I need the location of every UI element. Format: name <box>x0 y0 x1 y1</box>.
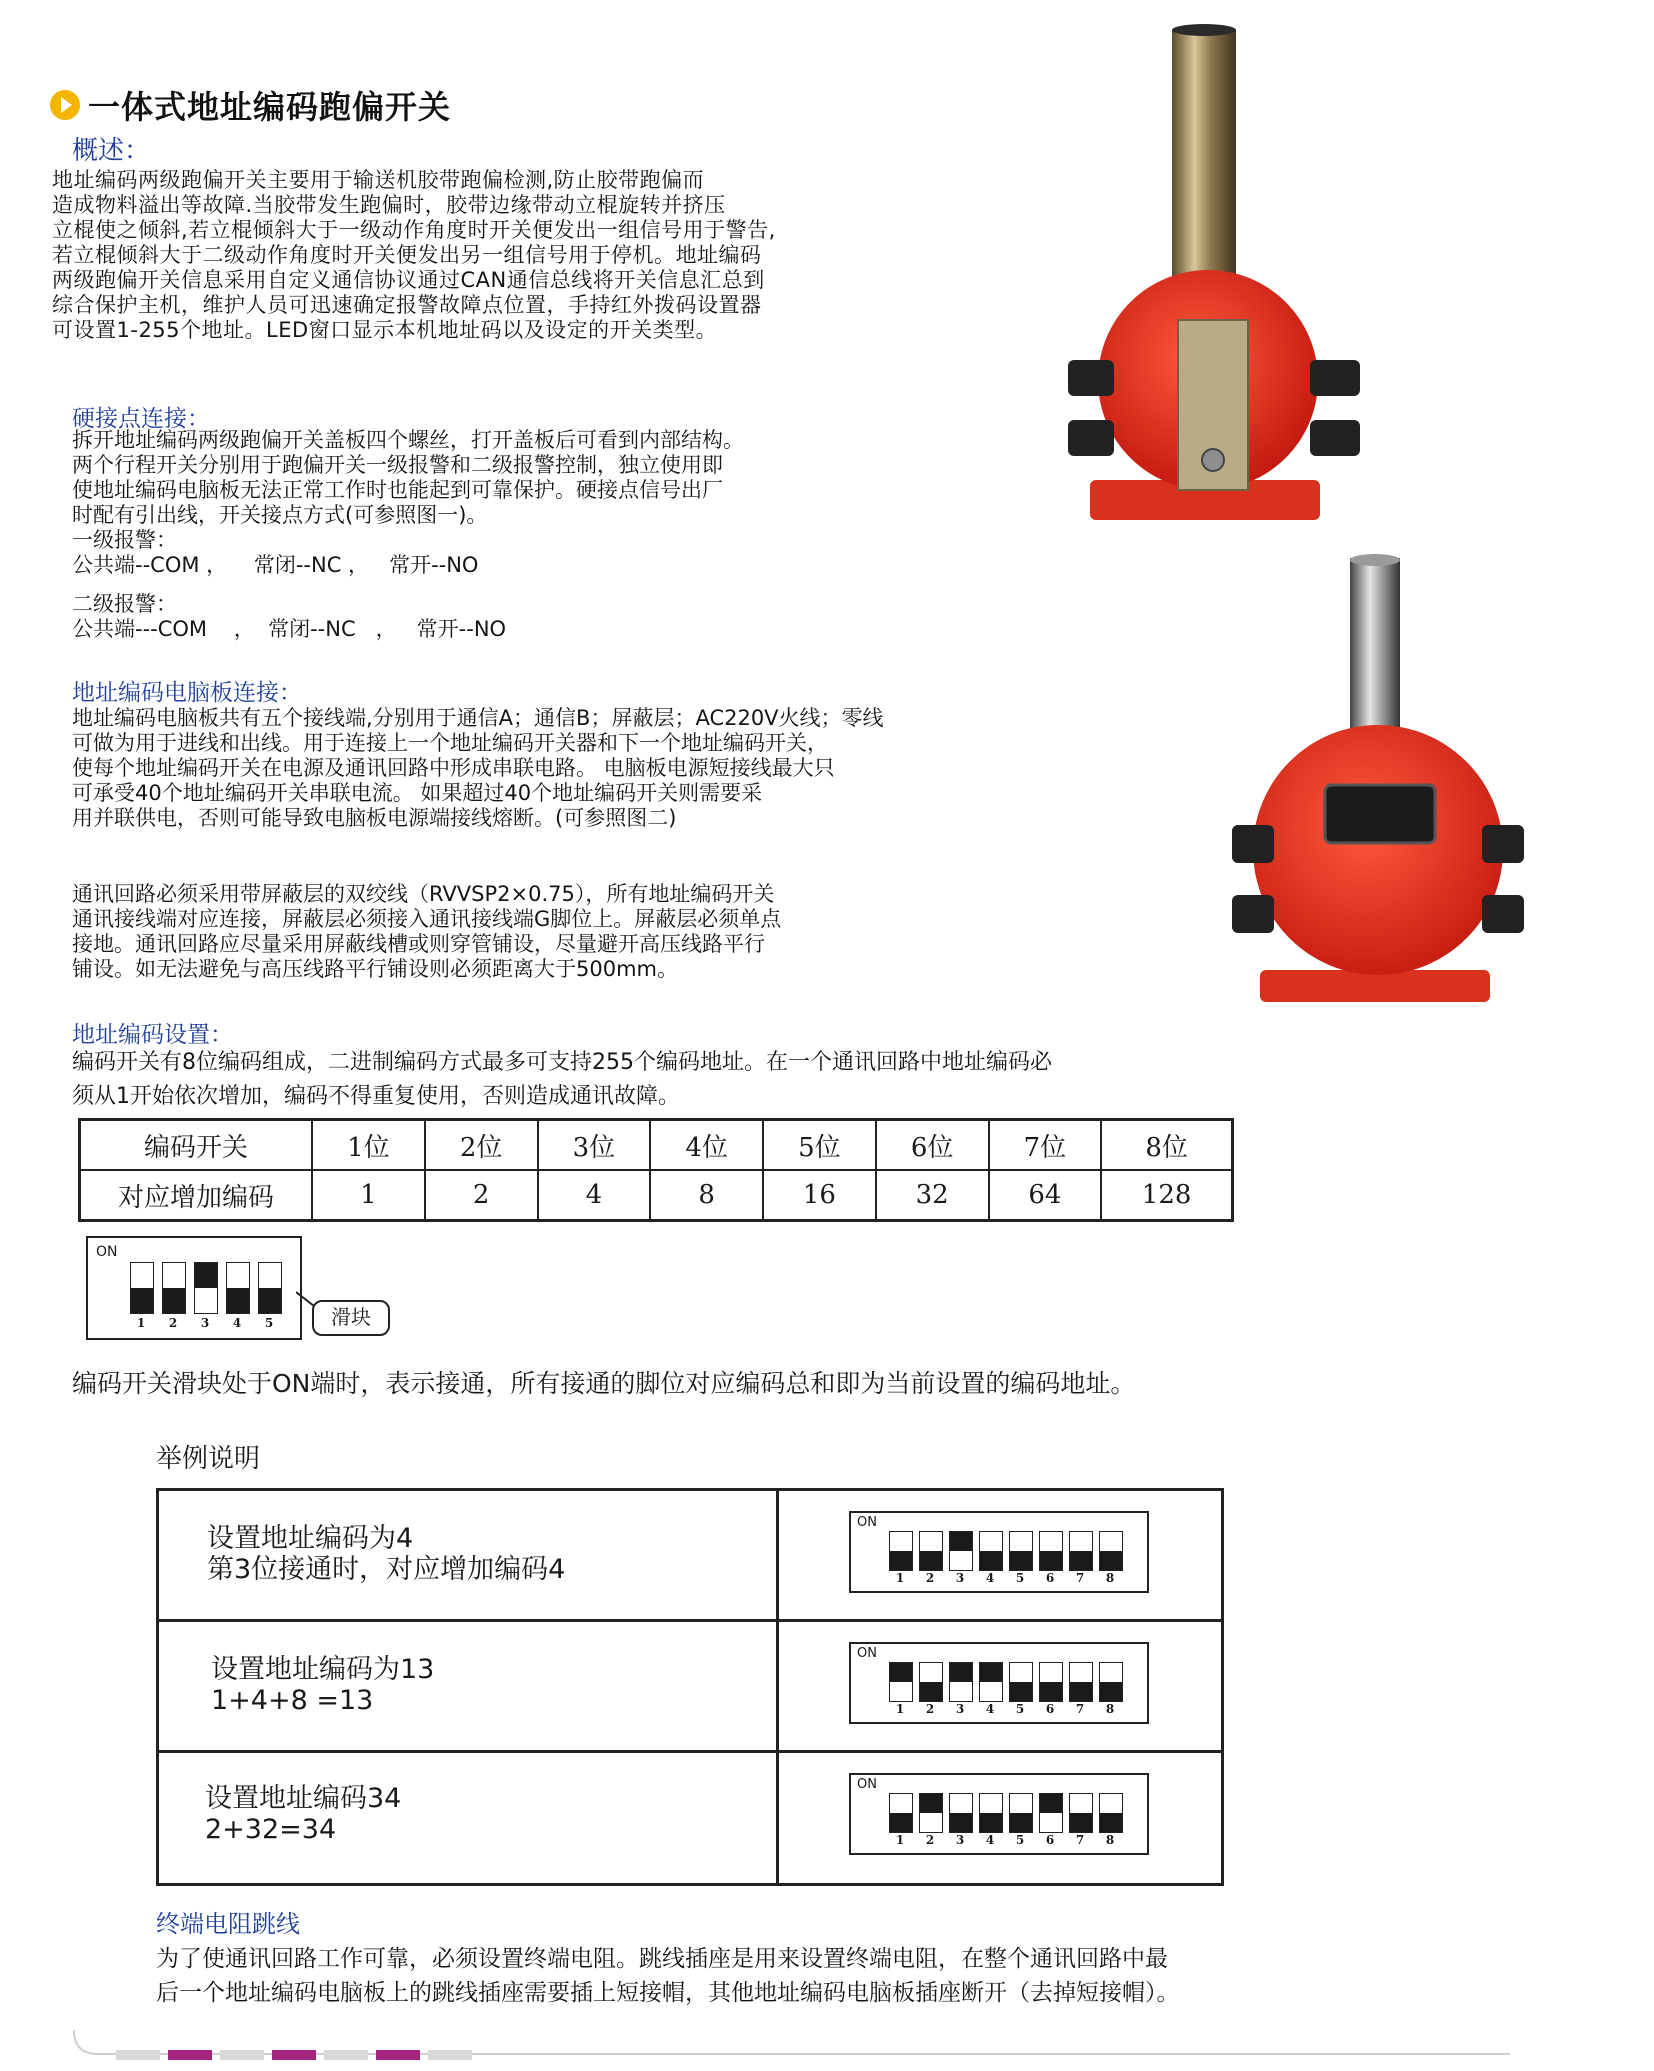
dip-number: 4 <box>232 1316 242 1330</box>
table-cell: 8位 <box>1101 1120 1232 1171</box>
dip-slider-off <box>131 1288 153 1313</box>
dip-slider-off <box>1040 1682 1062 1701</box>
level2-label: 二级报警： <box>72 592 177 616</box>
dip-slot <box>1069 1662 1093 1702</box>
dip-number: 3 <box>955 1833 965 1847</box>
dip-switch-diagram <box>86 1236 302 1340</box>
dip-slot <box>949 1793 973 1833</box>
table-cell: 对应增加编码 <box>80 1170 313 1221</box>
dip-on-label: ON <box>96 1244 118 1260</box>
example-line: 设置地址编码为13 <box>211 1654 435 1685</box>
dip-slot <box>949 1662 973 1702</box>
dip-on-label: ON <box>857 1515 877 1530</box>
dip-slider-on <box>950 1532 972 1551</box>
dip-slider-on <box>920 1794 942 1813</box>
dip-slider-off <box>1070 1551 1092 1570</box>
dip-slot <box>919 1531 943 1571</box>
dip-slot <box>1099 1793 1123 1833</box>
dip-number: 8 <box>1105 1702 1115 1716</box>
dip-number: 2 <box>925 1833 935 1847</box>
dip-slot <box>1069 1531 1093 1571</box>
dip-slider-on <box>950 1663 972 1682</box>
encoding-table <box>78 1118 1234 1222</box>
footer-bar <box>376 2050 420 2060</box>
table-cell: 7位 <box>989 1120 1102 1171</box>
dip-number: 3 <box>955 1571 965 1585</box>
dip-slider-off <box>920 1551 942 1570</box>
dip-number: 8 <box>1105 1833 1115 1847</box>
dip-number: 1 <box>895 1702 905 1716</box>
example-text-1 <box>207 1523 565 1585</box>
dip-slot <box>949 1531 973 1571</box>
dip-slider-on <box>980 1663 1002 1682</box>
dip-number: 6 <box>1045 1571 1055 1585</box>
example-line: 1+4+8 =13 <box>211 1685 374 1716</box>
dip-number: 4 <box>985 1702 995 1716</box>
dip-slider-off <box>1040 1551 1062 1570</box>
example-dip-switch <box>849 1642 1149 1724</box>
dip-slot <box>1039 1531 1063 1571</box>
example-row <box>159 1491 1221 1622</box>
dip-slot <box>889 1793 913 1833</box>
dip-slider-off <box>1070 1813 1092 1832</box>
dip-slot <box>1039 1662 1063 1702</box>
dip-slot <box>130 1262 154 1314</box>
footer-bar <box>272 2050 316 2060</box>
table-cell: 编码开关 <box>80 1120 313 1171</box>
board-text: 地址编码电脑板共有五个接线端,分别用于通信A；通信B；屏蔽层；AC220V火线；零线 可做为用于进线和出线。用于连接上一个地址编码开关器和下一个地址编码开关， 使每个地址编码开关在电源及通讯回路中形成串联电路。 电脑板电源短接线最大只 可承受40个地址编码开关串联电流。 如果超过40个地址编码开关则需要采 用并联供电，否则可能导致电脑板电源端接线熔断。(可参照图二) <box>72 706 884 830</box>
table-row <box>80 1120 1233 1171</box>
example-dip-switch <box>849 1773 1149 1855</box>
dip-number: 6 <box>1045 1833 1055 1847</box>
board-text-2: 通讯回路必须采用带屏蔽层的双绞线（RVVSP2×0.75），所有地址编码开关 通讯接线端对应连接，屏蔽层必须接入通讯接线端G脚位上。屏蔽层必须单点 接地。通讯回路应尽量采用屏蔽线槽或则穿管铺设，尽量避开高压线路平行 铺设。如无法避免与高压线路平行铺设则必须距离大于500mm。 <box>72 882 782 981</box>
table-cell: 5位 <box>763 1120 876 1171</box>
dip-slot <box>1099 1531 1123 1571</box>
example-line: 2+32=34 <box>205 1814 337 1845</box>
dip-number: 7 <box>1075 1702 1085 1716</box>
dip-slider-on <box>195 1263 217 1288</box>
dip-slider-on <box>1040 1794 1062 1813</box>
dip-number: 1 <box>136 1316 146 1330</box>
page-title <box>50 82 451 128</box>
table-cell: 3位 <box>538 1120 651 1171</box>
dip-slider-off <box>950 1813 972 1832</box>
dip-slot <box>979 1662 1003 1702</box>
dip-number: 3 <box>955 1702 965 1716</box>
level1-label: 一级报警： <box>72 528 177 552</box>
table-cell: 8 <box>650 1170 763 1221</box>
dip-number: 5 <box>1015 1571 1025 1585</box>
terminal-heading: 终端电阻跳线 <box>156 1910 300 1938</box>
dip-number: 5 <box>1015 1833 1025 1847</box>
dip-slot <box>1069 1793 1093 1833</box>
level2-text: 公共端---COM ， 常闭--NC ， 常开--NO <box>72 617 507 641</box>
table-cell: 32 <box>876 1170 989 1221</box>
play-circle-icon <box>50 90 80 120</box>
dip-number: 1 <box>895 1833 905 1847</box>
dip-slot <box>1009 1662 1033 1702</box>
example-line: 第3位接通时，对应增加编码4 <box>207 1554 566 1585</box>
board-heading: 地址编码电脑板连接： <box>72 680 302 706</box>
dip-slider-off <box>1100 1551 1122 1570</box>
dip-slider-off <box>1010 1682 1032 1701</box>
slider-callout: 滑块 <box>312 1300 390 1336</box>
dip-number: 6 <box>1045 1702 1055 1716</box>
dip-slider-off <box>227 1288 249 1313</box>
dip-slider-off <box>890 1551 912 1570</box>
footer-bar <box>168 2050 212 2060</box>
table-row <box>80 1170 1233 1221</box>
table-cell: 16 <box>763 1170 876 1221</box>
dip-slot <box>979 1793 1003 1833</box>
dip-slider-on <box>890 1663 912 1682</box>
dip-number: 2 <box>925 1571 935 1585</box>
dip-slider-off <box>890 1813 912 1832</box>
table-cell: 64 <box>989 1170 1102 1221</box>
table-cell: 4 <box>538 1170 651 1221</box>
dip-slider-off <box>1100 1813 1122 1832</box>
dip-slider-off <box>1010 1813 1032 1832</box>
overview-text: 地址编码两级跑偏开关主要用于输送机胶带跑偏检测,防止胶带跑偏而 造成物料溢出等故障.当胶带发生跑偏时，胶带边缘带动立棍旋转并挤压 立棍使之倾斜,若立棍倾斜大于一级动作角度时开关便发出一组信号用于警告, 若立棍倾斜大于二级动作角度时开关便发出另一组信号用于停机。地址编码 两级跑偏开关信息采用自定义通信协议通过CAN通信总线将开关信息汇总到 综合保护主机，维护人员可迅速确定报警故障点位置，手持红外拨码设置器 可设置1-255个地址。LED窗口显示本机地址码以及设定的开关类型。 <box>52 168 776 342</box>
example-row <box>159 1753 1221 1880</box>
dip-slot <box>919 1662 943 1702</box>
example-text-2 <box>211 1654 434 1716</box>
dip-slot <box>1009 1793 1033 1833</box>
product-photo-front <box>1230 550 1550 1010</box>
dip-on-label: ON <box>857 1777 877 1792</box>
dip-slot <box>889 1662 913 1702</box>
dip-slot <box>226 1262 250 1314</box>
table-cell: 6位 <box>876 1120 989 1171</box>
table-cell: 2 <box>425 1170 538 1221</box>
footer-bar <box>220 2050 264 2060</box>
dip-note: 编码开关滑块处于ON端时，表示接通，所有接通的脚位对应编码总和即为当前设置的编码地址。 <box>72 1369 1136 1398</box>
dip-slider-off <box>163 1288 185 1313</box>
dip-slot <box>1099 1662 1123 1702</box>
dip-number: 3 <box>200 1316 210 1330</box>
dip-number: 5 <box>264 1316 274 1330</box>
table-cell: 128 <box>1101 1170 1232 1221</box>
dip-slider-off <box>1100 1682 1122 1701</box>
dip-number: 7 <box>1075 1571 1085 1585</box>
example-line: 设置地址编码为4 <box>207 1523 414 1554</box>
examples-heading: 举例说明 <box>156 1444 261 1474</box>
example-line: 设置地址编码34 <box>205 1783 402 1814</box>
dip-slider-off <box>1010 1551 1032 1570</box>
table-cell: 1位 <box>312 1120 425 1171</box>
dip-slider-off <box>1070 1682 1092 1701</box>
dip-number: 5 <box>1015 1702 1025 1716</box>
dip-number: 4 <box>985 1833 995 1847</box>
dip-number: 8 <box>1105 1571 1115 1585</box>
table-cell: 4位 <box>650 1120 763 1171</box>
table-cell: 1 <box>312 1170 425 1221</box>
dip-slot <box>919 1793 943 1833</box>
level1-text: 公共端--COM ， 常闭--NC ， 常开--NO <box>72 553 479 577</box>
footer-bar <box>428 2050 472 2060</box>
dip-slot <box>889 1531 913 1571</box>
dip-number: 2 <box>168 1316 178 1330</box>
page-title-text: 一体式地址编码跑偏开关 <box>88 88 452 126</box>
dip-slider-off <box>920 1682 942 1701</box>
product-photo-side <box>1060 20 1380 540</box>
dip-on-label: ON <box>857 1646 877 1661</box>
overview-heading: 概述： <box>72 136 151 166</box>
hard-contact-text: 拆开地址编码两级跑偏开关盖板四个螺丝，打开盖板后可看到内部结构。 两个行程开关分别用于跑偏开关一级报警和二级报警控制，独立使用即 使地址编码电脑板无法正常工作时也能起到可靠保护。硬接点信号出厂 时配有引出线，开关接点方式(可参照图一)。 <box>72 428 744 527</box>
dip-slot <box>162 1262 186 1314</box>
hard-contact-heading: 硬接点连接： <box>72 406 210 432</box>
dip-slot <box>979 1531 1003 1571</box>
dip-number: 7 <box>1075 1833 1085 1847</box>
dip-slider-off <box>980 1813 1002 1832</box>
dip-number: 2 <box>925 1702 935 1716</box>
example-dip-switch <box>849 1511 1149 1593</box>
dip-slider-off <box>980 1551 1002 1570</box>
footer-bar <box>324 2050 368 2060</box>
dip-number: 4 <box>985 1571 995 1585</box>
example-text-3 <box>205 1783 401 1845</box>
dip-number: 1 <box>895 1571 905 1585</box>
terminal-text: 为了使通讯回路工作可靠，必须设置终端电阻。跳线插座是用来设置终端电阻，在整个通讯回路中最 后一个地址编码电脑板上的跳线插座需要插上短接帽，其他地址编码电脑板插座断开（去掉短接帽）。 <box>156 1946 1180 2006</box>
address-heading: 地址编码设置： <box>72 1022 233 1048</box>
footer-bar <box>116 2050 160 2060</box>
dip-slot <box>258 1262 282 1314</box>
dip-slot <box>194 1262 218 1314</box>
example-row <box>159 1622 1221 1753</box>
address-text: 编码开关有8位编码组成，二进制编码方式最多可支持255个编码地址。在一个通讯回路中地址编码必 须从1开始依次增加，编码不得重复使用，否则造成通讯故障。 <box>72 1050 1052 1109</box>
dip-slot <box>1009 1531 1033 1571</box>
dip-slider-off <box>259 1288 281 1313</box>
examples-table <box>156 1488 1224 1886</box>
table-cell: 2位 <box>425 1120 538 1171</box>
dip-slot <box>1039 1793 1063 1833</box>
